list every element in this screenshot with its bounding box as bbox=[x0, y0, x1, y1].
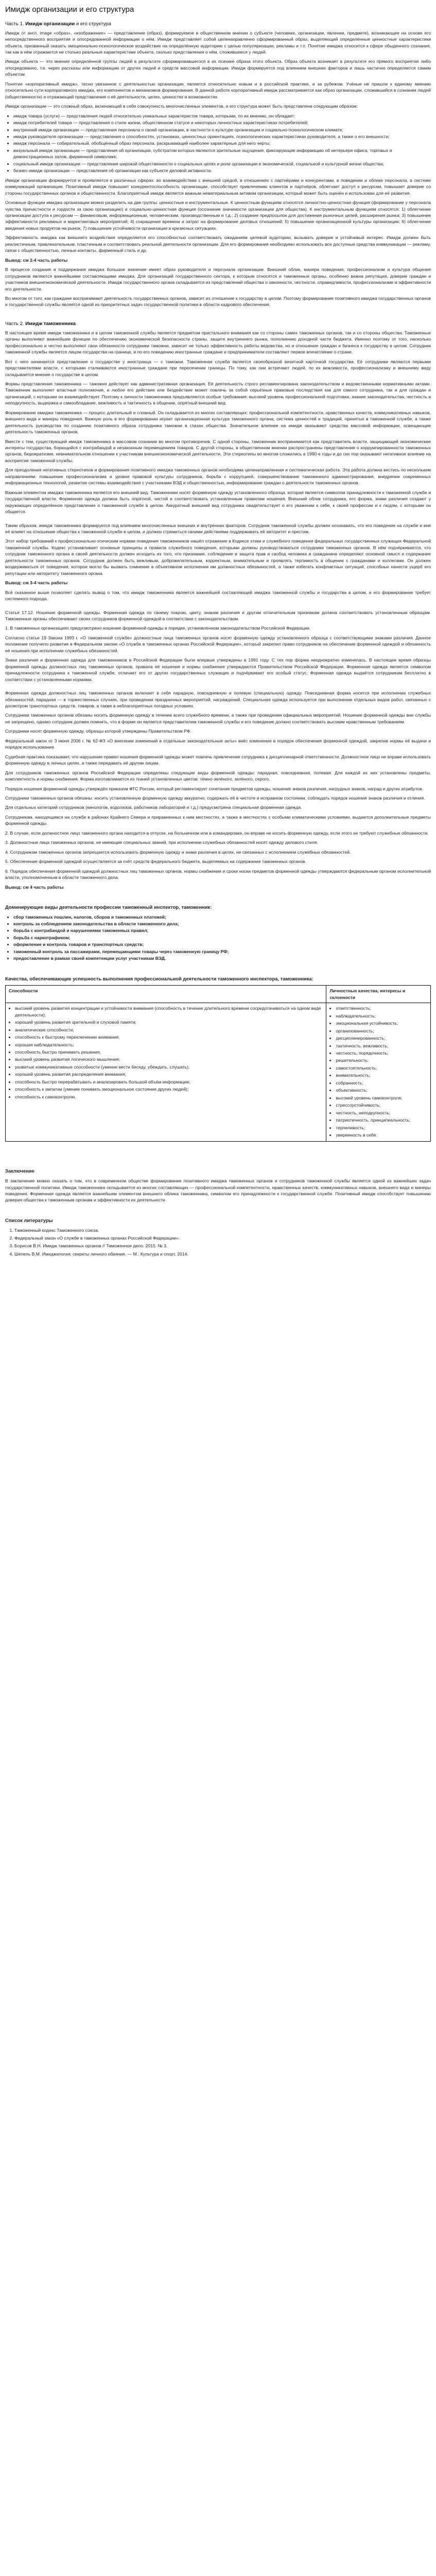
paragraph: Для преодоления негативных стереотипов и формирования позитивного имиджа таможенных органов необходима целенаправленная и систематическая работа. Эта работа должна вестись по нескольким направлениям: повышение профессионализма и уровня правовой культуры сотрудников, борьба с коррупцией, совершенствование таможенного администрирования, внедрение современных информационных технологий, развитие системы взаимодействия с участниками ВЭД и общественностью, информирование граждан о деятельности таможенных органов. bbox=[5, 467, 431, 486]
paragraph: Статья 17.12. Ношение форменной одежды. Форменная одежда по своему покрою, цвету, знакам различия и другим отличительным признакам должна соответствовать установленным образцам. Таможенные органы обеспечивают своих сотрудников форменной одеждой в соответствии с законодательством. bbox=[5, 609, 431, 621]
list-item: • тактичность, вежливость; bbox=[336, 1043, 427, 1049]
paragraph: Имидж организации формируется и проявляется в различных сферах: во взаимодействии с внешней средой, в отношениях с партнёрами и конкурентами, в поведении и облике персонала, в системе коммуникаций организации. Позитивный имидж повышает конкурентоспособность организации, способствует привлечению клиентов и партнёров, облегчает доступ к ресурсам, повышает доверие со стороны государственных органов и общественности. Благоприятный имидж является важным нематериальным активом организации, который может быть оценён и использован для её развития. bbox=[5, 177, 431, 196]
paragraph: Сотрудники таможенных органов обязаны: носить установленную форменную одежду аккуратно, содержать её в чистоте и исправном состоянии, соблюдать порядок ношения знаков различия и отличия. bbox=[5, 795, 425, 801]
paragraph: Формы представления таможенника — таможня действует как административная организация. Её деятельность строго регламентирована законодательством и ведомственными нормативными актами. Таможенник выполняет властные полномочия, и любое его действие или бездействие может повлечь за собой серьёзные правовые последствия как для самого сотрудника, так и для граждан и организаций, с которыми он взаимодействует. Поэтому к личности таможенника предъявляются особые требования: высокий уровень профессиональной подготовки, знание законодательства, честность и неподкупность, выдержка и самообладание, вежливость и тактичность в общении, опрятный внешний вид. bbox=[5, 381, 431, 406]
paragraph: Знаки различия и форменная одежда для таможенников в Российской Федерации были впервые утверждены в 1991 году. С тех пор форма неоднократно изменялась. В настоящее время образцы форменной одежды должностных лиц таможенных органов, правила её ношения и нормы снабжения утверждаются Правительством Российской Федерации. Форменная одежда является символом принадлежности сотрудника к таможенной службе, отличает его от других государственных служащих и подчёркивает его особый статус. Форменная одежда выдаётся сотрудникам бесплатно в соответствии с установленными нормами. bbox=[5, 657, 431, 682]
paragraph: 6. Порядок обеспечения форменной одеждой должностных лиц таможенных органов, нормы снабжения и сроки носки предметов форменной одежды утверждаются федеральным органом исполнительной власти, уполномоченным в области таможенного дела. bbox=[5, 868, 431, 880]
section-heading-2 bbox=[5, 320, 431, 328]
document bbox=[0, 0, 436, 1264]
literature-list bbox=[5, 1227, 431, 1258]
paragraph: Форменная одежда должностных лиц таможенных органов включает в себя парадную, повседневную и полевую (специальную) одежду. Повседневная форма носится при исполнении служебных обязанностей, парадная — в торжественных случаях, при проведении праздничных мероприятий, награждений. Специальная одежда используется при выполнении отдельных видов работ, связанных с досмотром транспортных средств, товаров, а также в неблагоприятных погодных условиях. bbox=[5, 690, 431, 708]
list-item: • борьба с наркотрафиком; bbox=[13, 935, 431, 941]
paragraph: Согласно статье 19 Закона 1993 г. «О таможенной службе» должностные лица таможенных органов носят форменную одежду установленного образца с соответствующими знаками различия. Данное положение получило развитие в Федеральном законе «О службе в таможенных органах Российской Федерации», который закрепил право сотрудников на обеспечение форменной одеждой и обязанность её ношения при исполнении служебных обязанностей. bbox=[5, 635, 431, 653]
list-item: • решительность; bbox=[336, 1057, 427, 1063]
paragraph: Сотрудникам, находящимся на службе в районах Крайнего Севера и приравненных к ним местностях, а также в местностях с особыми климатическими условиями, выдаются дополнительные предметы форменной одежды. bbox=[5, 814, 431, 826]
section-prefix: Часть 2. bbox=[5, 320, 24, 327]
literature-heading: Список литературы bbox=[5, 1217, 53, 1223]
list-item: • имидж товара (услуги) — представления людей относительно уникальных характеристик товара, которыми, по их мнению, он обладает; bbox=[13, 113, 431, 119]
list-item: • терпеливость; bbox=[336, 1125, 427, 1131]
paragraph: Во многом от того, как граждане воспринимают деятельность государственных органов, зависит их отношение к государству в целом. Поэтому формирование позитивного имиджа государственных органов и государственной службы является одной из приоритетных задач государственной политики в области кадрового обеспечения. bbox=[5, 295, 431, 308]
list-item: • высокий уровень развития концентрации и устойчивости внимания (способность в течение длительного времени сосредотачиваться на одном виде деятельности); bbox=[15, 1005, 323, 1018]
literature-item: 3. Борисов В.Н. Имидж таможенных органов // Таможенное дело. 2015. № 3. bbox=[14, 1243, 431, 1249]
conclusion-line: Вывод: см 3-4 часть работы bbox=[5, 580, 68, 586]
section-suffix: и его структура bbox=[76, 21, 111, 27]
list-item: • оформление и контроль товаров и транспортных средств; bbox=[13, 941, 431, 947]
paragraph: Основные функции имиджа организации можно разделить на две группы: ценностные и инструментальные. К ценностным функциям относятся личностно-ценностная функция (формирование у персонала чувства причастности и гордости за свою организацию) и социально-ценностная функция (осознание значимости организации для общества). К инструментальным функциям относятся: 1) облегчение организации доступа к ресурсам — финансовым, информационным, человеческим, производственным и т.д.; 2) создание предпосылок для достижения рыночных целей, расширения рынка; 3) повышение эффективности рекламных и маркетинговых мероприятий; 4) сокращение времени и затрат на формирование деловых отношений; 5) повышение организационной культуры организации; 6) облегчение введения новых продуктов на рынок; 7) повышение устойчивости организации в кризисных ситуациях. bbox=[5, 200, 431, 231]
list-item: • способность к самоконтролю. bbox=[15, 1094, 323, 1100]
paragraph: Вместе с тем, существующий имидж таможенника в массовом сознании во многом противоречив. С одной стороны, таможенник воспринимается как представитель власти, защищающий экономические интересы государства, борющийся с контрабандой и незаконным перемещением товаров. С другой стороны, в общественном мнении распространены представления о коррумпированности таможенных органов, бюрократизме, невнимательном отношении к участникам внешнеэкономической деятельности. Эти стереотипы во многом сложились в 1990-е годы и до сих пор оказывают негативное влияние на восприятие таможенной службы. bbox=[5, 438, 431, 463]
list-item: • предоставление в рамках своей компетенции услуг участникам ВЭД. bbox=[13, 955, 431, 961]
paragraph: Имидж объекта — это мнение определённой группы людей в результате сформировавшегося в их психике образа этого объекта. Образ объекта возникает в результате его прямого восприятия либо опосредованно, т.е. через рассказы или информацию от других людей и средств массовой информации. Имидж формируется под влиянием внешних факторов и лишь частично определяется самим объектом. bbox=[5, 59, 431, 77]
paragraph: Имидж от англ. image «образ», «изображение» — представление (образ), формируемое в общественном мнении о субъекте (человеке, организации, явлении, предмете), возникающее на основе его непосредственного восприятия и опосредованной информации о нём. Имидж представляет собой целенаправленно сформированный образ, выделяющий определённые ценностные характеристики объекта, призванный оказать эмоционально-психологическое воздействие на определённую аудиторию с целью популяризации, рекламы и т.п. Понятие имиджа относится к сфере обыденного сознания, так как в нём отражаются не столько реальные характеристики объекта, сколько представления о нём, сложившиеся у людей. bbox=[5, 30, 431, 55]
list-item: • хороший уровень развития распределения внимания; bbox=[15, 1071, 323, 1077]
personal-qualities-cell bbox=[326, 1003, 431, 1142]
conclusion-heading: Заключение bbox=[5, 1168, 34, 1174]
list-item: • внутренний имидж организации — представления персонала о своей организации, в частности о культуре организации и социально-психологическом климате; bbox=[13, 127, 431, 133]
paragraph: 5. Обеспечение форменной одеждой осуществляется за счёт средств федерального бюджета, выделяемых на содержание таможенных органов. bbox=[5, 859, 306, 865]
list-item: • внимательность; bbox=[336, 1072, 427, 1078]
list-item: • сбор таможенных пошлин, налогов, сборов и таможенных платежей; bbox=[13, 914, 431, 920]
list-item: • визуальный имидж организации — представления об организации, субстратом которых являются зрительные ощущения, фиксирующие информацию об интерьере офиса, торговых и демонстрационных залов, фирменной символике; bbox=[13, 147, 431, 160]
section-bold: Имидж таможенника bbox=[25, 320, 76, 327]
paragraph: Таким образом, имидж таможенника формируется под влиянием многочисленных внешних и внутренних факторов. Сотрудник таможенной службы должен осознавать, что его поведение на службе и вне её влияет на отношение общества к таможенной службе в целом, и должен стремиться своими действиями поддерживать её авторитет и престиж. bbox=[5, 522, 431, 535]
paragraph: 4. Сотрудникам таможенных органов запрещается использовать форменную одежду и знаки различия в целях, не связанных с исполнением служебных обязанностей. bbox=[5, 849, 351, 855]
paragraph: Имидж организации — это сложный образ, включающий в себя совокупность многочисленных элементов, и его структура может быть представлена следующим образом: bbox=[5, 104, 358, 109]
list-item: • имидж руководителя организации — представления о способностях, установках, ценностных ориентациях, психологических характеристиках руководителя, а также о его внешности; bbox=[13, 133, 431, 140]
list-item: • самостоятельность; bbox=[336, 1065, 427, 1071]
paragraph: Сотрудники носят форменную одежду, образцы которой утверждены Правительством РФ. bbox=[5, 728, 191, 734]
paragraph: Судебная практика показывает, что нарушение правил ношения форменной одежды может повлечь привлечение сотрудника к дисциплинарной ответственности. Должностное лицо не вправе использовать форменную одежду в личных целях, а также передавать её другим лицам. bbox=[5, 754, 431, 766]
paragraph: Для сотрудников таможенных органов Российской Федерации определены следующие виды форменной одежды: парадная, повседневная, полевая. Для каждой из них установлены предметы, комплектность и нормы снабжения. Форма изготавливается из тканей установленных цветов: тёмно-зелёного, зелёного, серого. bbox=[5, 770, 431, 782]
list-item: • объективность; bbox=[336, 1087, 427, 1093]
list-item: • высокий уровень самоконтроля; bbox=[336, 1095, 427, 1101]
paragraph: В заключение можно сказать о том, что в современном обществе формирование позитивного имиджа таможенных органов и сотрудников таможенной службы является одной из важнейших задач государственной политики. Имидж таможенника складывается из многих составляющих — профессиональной компетентности, нравственных качеств, коммуникативных навыков, внешнего вида и манеры поведения. Форменная одежда является важнейшим элементом внешнего облика таможенника, символом его принадлежности к государственной службе. Позитивный имидж способствует повышению доверия общества к таможенным органам и эффективности их деятельности. bbox=[5, 1178, 431, 1203]
list-item: • эмоциональная устойчивость; bbox=[336, 1020, 427, 1026]
list-item: • честность, порядочность; bbox=[336, 1050, 427, 1056]
paragraph: Порядок ношения форменной одежды утверждён приказом ФТС России, который регламентирует сочетание предметов одежды, ношение знаков различия, нагрудных знаков, наград и других атрибутов. bbox=[5, 786, 424, 791]
list-item: • аналитические способности; bbox=[15, 1027, 323, 1033]
list-item: • хороший уровень развития зрительной и слуховой памяти; bbox=[15, 1019, 323, 1025]
section-bold: Имидж организации bbox=[25, 21, 75, 27]
list-item: • имидж персонала — собирательный, обобщённый образ персонала, раскрывающий наиболее характерные для него черты; bbox=[13, 140, 431, 146]
table-header: Способности bbox=[6, 986, 326, 1003]
conclusion-line: Вывод: см 2-4 часть работы bbox=[5, 257, 68, 263]
structure-list bbox=[5, 113, 431, 174]
section-heading-1 bbox=[5, 21, 431, 28]
list-item: • развитые коммуникативные способности (умение вести беседу, убеждать, слушать); bbox=[15, 1064, 323, 1070]
profession-heading: Доминирующие виды деятельности профессии таможенный инспектор, таможенник: bbox=[5, 904, 212, 910]
paragraph: Важным элементом имиджа таможенника является его внешний вид. Таможенники носят форменную одежду установленного образца, которая является символом принадлежности к таможенной службе и государственной власти. Форменная одежда должна быть опрятной, чистой и соответствовать установленным правилам ношения. Внешний облик сотрудника, его форма, знаки различия создают у окружающих определённое представление о таможенной службе в целом. Аккуратный внешний вид сотрудника свидетельствует о его уважении к себе, к своей профессии и к людям, с которыми он общается. bbox=[5, 489, 431, 515]
list-item: • контроль за соблюдением законодательства в области таможенного дела; bbox=[13, 921, 431, 927]
list-item: • стрессоустойчивость; bbox=[336, 1102, 427, 1108]
paragraph: Всё сказанное выше позволяет сделать вывод о том, что имидж таможенника является важнейшей составляющей имиджа таможенной службы и государства в целом, и его формирование требует системного подхода. bbox=[5, 589, 431, 602]
paragraph: Понятие «корпоративный имидж», тесно увязанное с деятельностью организации, является относительно новым и в российской практике, и за рубежом. Учёные не пришли к единому мнению относительно сути корпоративного имиджа, его компонентов и механизмов формирования. В данной работе корпоративный имидж рассматривается как образ организации, сложившийся в сознании людей (общественности) и отражающий представления о её деятельности, целях, ценностях и возможностях. bbox=[5, 81, 431, 99]
list-item: • патриотичность, принципиальность; bbox=[336, 1117, 427, 1123]
list-item: • дисциплинированность; bbox=[336, 1035, 427, 1041]
list-item: • организованность; bbox=[336, 1028, 427, 1034]
paragraph: 3. Должностные лица таможенных органов, не имеющие специальных званий, при исполнении служебных обязанностей носят одежду делового стиля. bbox=[5, 840, 318, 845]
paragraph: Вот с чего начинается представление о государстве у иностранца — с таможни. Таможенная служба является своеобразной визитной карточкой государства. Её сотрудники являются первыми представителями власти, с которыми сталкиваются иностранные граждане при пересечении границы. По тому, как они встречают людей, по их вежливости, профессионализму и внешнему виду складывается мнение о государстве в целом. bbox=[5, 359, 431, 377]
list-item: • честность, неподкупность; bbox=[336, 1110, 427, 1116]
table-header: Личностные качества, интересы и склонности bbox=[326, 986, 431, 1003]
list-item: • борьба с контрабандой и нарушениями таможенных правил; bbox=[13, 927, 431, 934]
paragraph: Этот набор требований к профессионально-этическим нормам поведения таможенников нашёл отражение в Кодексе этики и служебного поведения федеральных государственных служащих Федеральной таможенной службы. Кодекс устанавливает основные принципы и правила служебного поведения, которыми должны руководствоваться сотрудники таможенных органов. В нём подчёркивается, что сотрудник таможенного органа в своей деятельности должен исходить из того, что признание, соблюдение и защита прав и свобод человека и гражданина определяют основной смысл и содержание деятельности таможенных органов. Сотрудник должен быть вежливым, доброжелательным, корректным, внимательным и проявлять терпимость в общении с гражданами и коллегами. Он должен воздерживаться от поведения, которое могло бы вызвать сомнение в объективном исполнении им должностных обязанностей, а также избегать конфликтных ситуаций, способных нанести ущерб его репутации или авторитету таможенного органа. bbox=[5, 538, 431, 576]
list-item: • социальный имидж организации — представления широкой общественности о социальных целях и роли организации в экономической, социальной и культурной жизни общества; bbox=[13, 161, 431, 167]
page-title: Имидж организации и его структура bbox=[5, 5, 134, 14]
conclusion-line: Вывод: см 4 часть работы bbox=[5, 884, 64, 890]
list-item: • собранность; bbox=[336, 1080, 427, 1086]
paragraph: Федеральный закон от 3 июня 2006 г. № 62-ФЗ «О внесении изменений в отдельные законодательные акты» внёс изменения в порядок обеспечения форменной одеждой, закрепив нормы её выдачи и порядок использования. bbox=[5, 738, 431, 750]
paragraph: Формирование имиджа таможенника — процесс длительный и сложный. Он складывается из многих составляющих: профессиональной компетентности, нравственных качеств, коммуникативных навыков, внешнего вида и манеры поведения. Важную роль в его формировании играет организационная культура таможенного органа, система ценностей и традиций, принятых в таможенной службе, а также деятельность руководства по созданию позитивного образа сотрудника таможни в глазах общества. Значительное влияние на имидж оказывают средства массовой информации, освещающие деятельность таможенных органов. bbox=[5, 410, 431, 435]
list-item: • бизнес-имидж организации — представления об организации как субъекте деловой активности. bbox=[13, 167, 431, 174]
paragraph: 2. В случае, если должностное лицо таможенного органа находится в отпуске, на больничном или в командировке, он вправе не носить форменную одежду, если этого не требуют служебные обязанности. bbox=[5, 830, 429, 836]
paragraph: Сотрудники таможенных органов обязаны носить форменную одежду в течение всего служебного времени, а также при проведении официальных мероприятий. Ношение форменной одежды вне службы не запрещено, однако сотрудник должен помнить, что в форме он является представителем таможенной службы и его поведение должно соответствовать высоким нравственным требованиям. bbox=[5, 713, 431, 724]
section-prefix: Часть 1. bbox=[5, 21, 24, 27]
list-item: • способность к быстрому переключению внимания; bbox=[15, 1034, 323, 1040]
qualities-table bbox=[5, 985, 431, 1142]
list-item: • высокий уровень развития логического мышления; bbox=[15, 1056, 323, 1062]
qualities-heading: Качества, обеспечивающие успешность выполнения профессиональной деятельности таможенного инспектора, таможенника: bbox=[5, 975, 313, 981]
paragraph: Эффективность имиджа как внешнего воздействия определяется его способностью соответствовать ожиданиям целевой аудитории, вызывать доверие и устойчивый интерес. Имидж должен быть реалистичным, привлекательным, пластичным и соответствовать реальной деятельности организации. Для его формирования необходимо использовать все доступные средства коммуникации — рекламу, связи с общественностью, личные контакты, фирменный стиль и др. bbox=[5, 235, 431, 253]
literature-item: 1. Таможенный кодекс Таможенного союза. bbox=[14, 1227, 431, 1233]
paragraph: В процессе создания и поддержания имиджа большое значение имеет образ руководителя и персонала организации. Внешний облик, манера поведения, профессионализм и культура общения сотрудников являются важнейшими составляющими имиджа. Для организаций государственного сектора, к которым относятся и таможенные органы, особенно важна репутация, доверие граждан и участников внешнеэкономической деятельности. Имидж государственного органа складывается из представлений общества о законности, честности, справедливости, профессионализме и эффективности его деятельности. bbox=[5, 267, 431, 292]
literature-item: 4. Шепель В.М. Имиджелогия: секреты личного обаяния. — М.: Культура и спорт, 2014. bbox=[14, 1251, 431, 1257]
paragraph: В настоящее время имидж таможенника и в целом таможенной службы является предметом пристального внимания как со стороны самих таможенных органов, так и со стороны общества. Таможенные органы выполняют важнейшие функции по обеспечению экономической безопасности страны, защите внутреннего рынка, пополнению доходной части бюджета. Именно поэтому от того, насколько профессионально и честно выполняют свои обязанности сотрудники таможни, зависит не только эффективность работы ведомства, но и отношение граждан и бизнеса к государству в целом. Сотрудник таможенной службы является лицом государства на границе, и по его поведению иностранные граждане и предприниматели составляют первое впечатление о стране. bbox=[5, 330, 431, 355]
list-item: • хорошая наблюдательность; bbox=[15, 1042, 323, 1048]
abilities-cell bbox=[6, 1003, 326, 1142]
literature-item: 2. Федеральный закон «О службе в таможенных органах Российской Федерации». bbox=[14, 1235, 431, 1241]
list-item: • способность к эмпатии (умение понимать эмоциональное состояние других людей); bbox=[15, 1086, 323, 1092]
list-item: • уверенность в себе. bbox=[336, 1132, 427, 1138]
list-item: • ответственность; bbox=[336, 1005, 427, 1011]
list-item: • имидж потребителей товара — представления о стиле жизни, общественном статусе и некоторых личностных характеристиках потребителей; bbox=[13, 120, 431, 126]
paragraph: 1. В таможенных организациях предусмотрено ношение форменной одежды в порядке, установленном законодательством Российской Федерации. bbox=[5, 625, 311, 631]
paragraph: Для отдельных категорий сотрудников (кинологов, водолазов, работников лабораторий и т.д.) предусмотрена специальная форменная одежда. bbox=[5, 805, 302, 810]
list-item: • таможенный контроль за пассажирами, перемещающими товары через таможенную границу РФ; bbox=[13, 948, 431, 955]
list-item: • способность быстро принимать решения; bbox=[15, 1049, 323, 1055]
profession-list bbox=[5, 914, 431, 962]
list-item: • наблюдательность; bbox=[336, 1013, 427, 1019]
list-item: • способность быстро перерабатывать и анализировать большой объём информации; bbox=[15, 1079, 323, 1085]
